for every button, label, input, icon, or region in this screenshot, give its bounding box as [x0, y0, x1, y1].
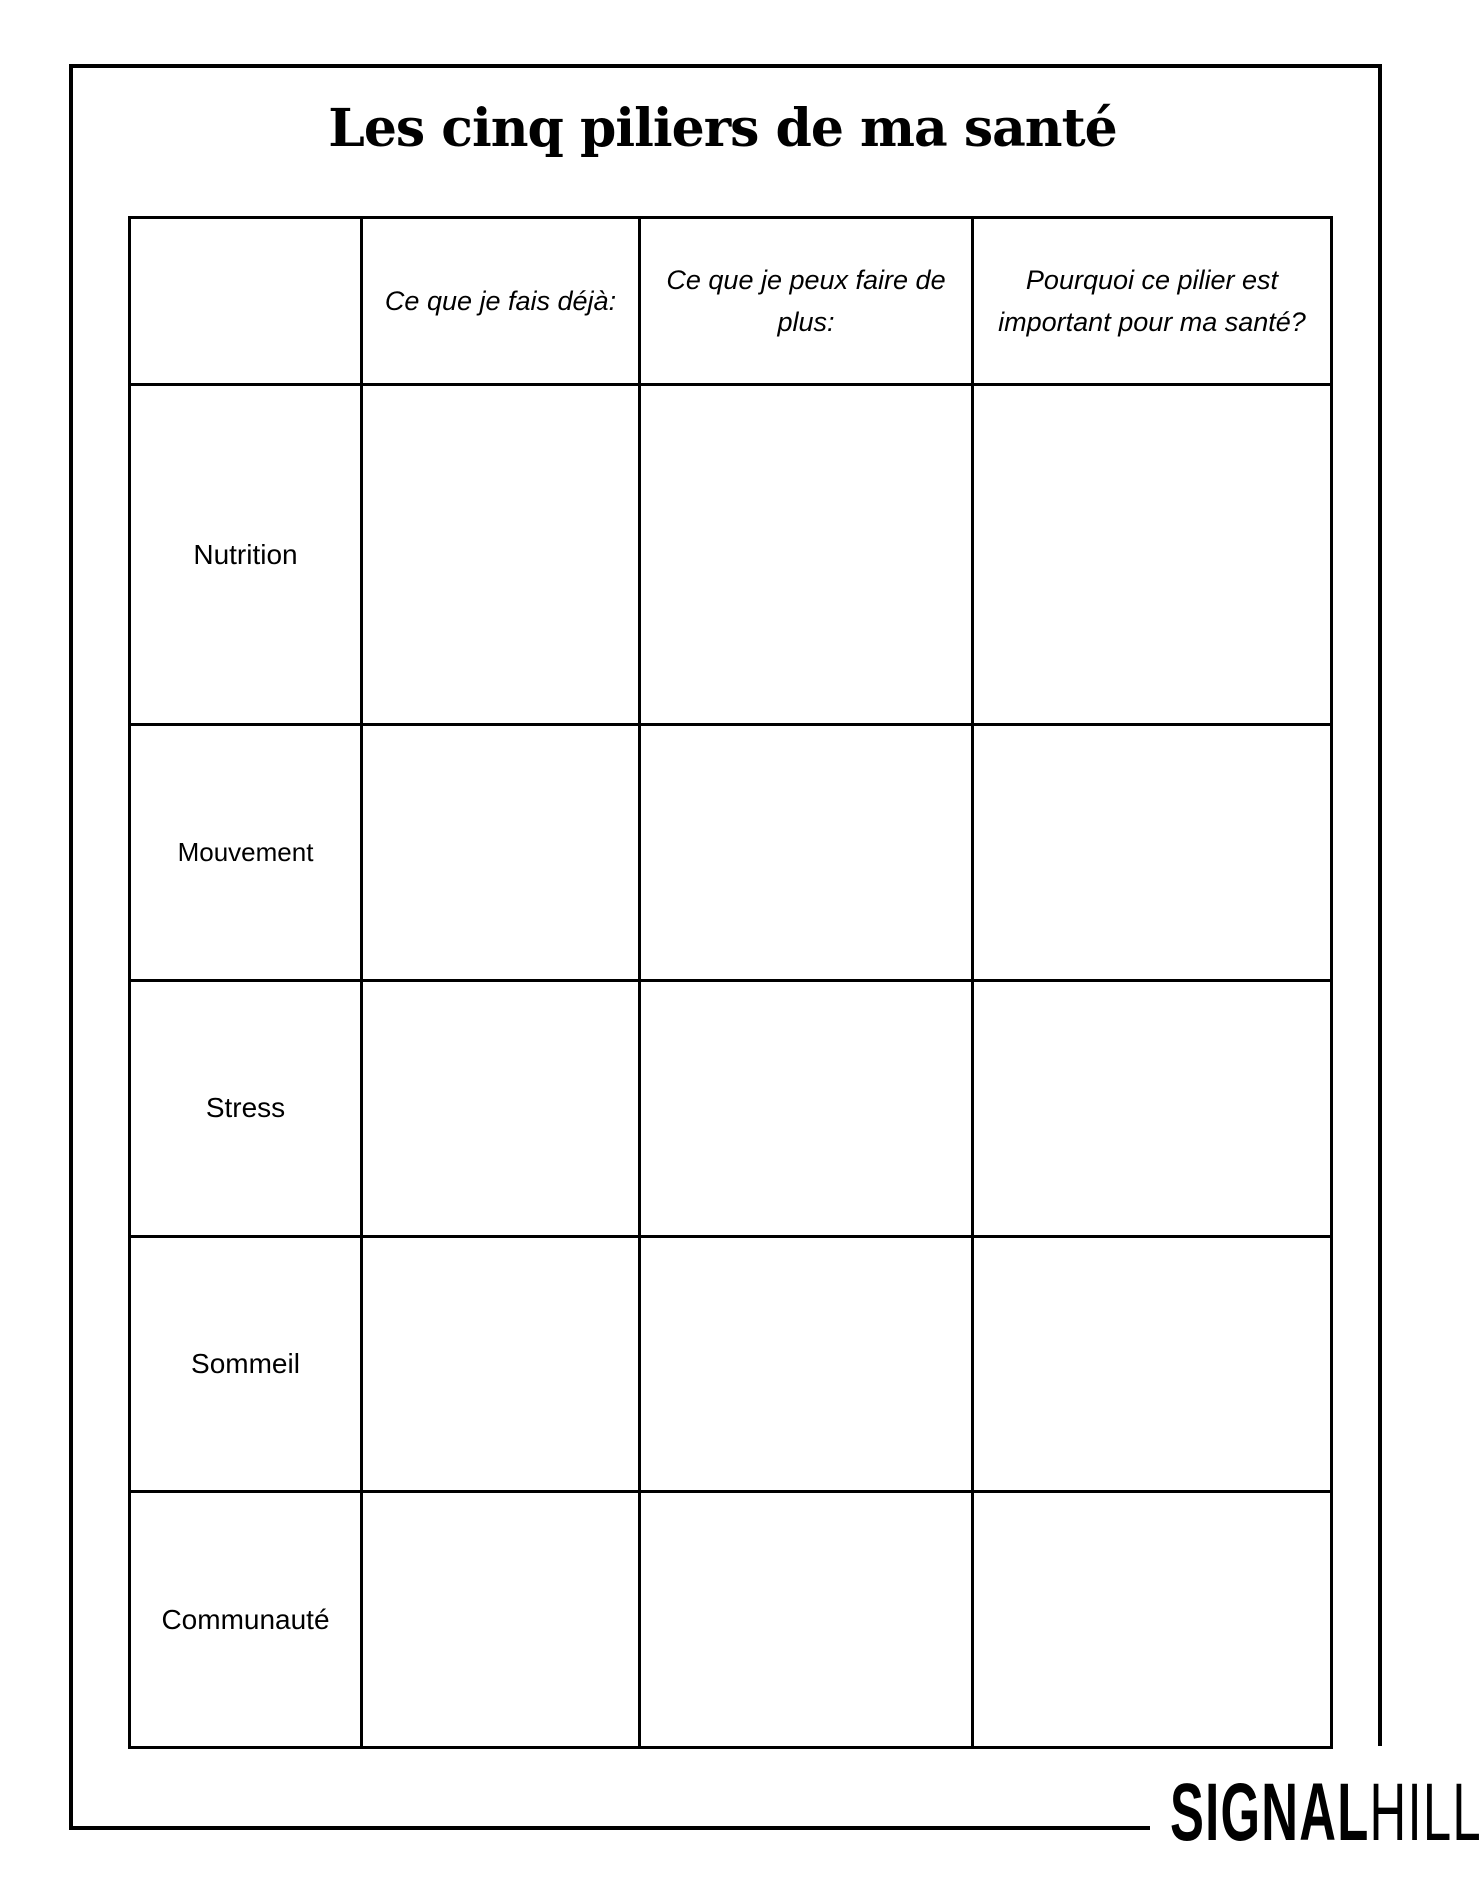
header-already-doing: Ce que je fais déjà:	[362, 218, 640, 385]
frame-border-bottom	[69, 1826, 1150, 1830]
cell-stress-more[interactable]	[640, 980, 973, 1236]
pillars-table	[128, 216, 1333, 1749]
cell-communaute-why[interactable]	[973, 1492, 1332, 1748]
row-label-sommeil: Sommeil	[130, 1236, 362, 1492]
header-row	[130, 218, 1332, 385]
row-label-communaute: Communauté	[130, 1492, 362, 1748]
header-can-do-more: Ce que je peux faire de plus:	[640, 218, 973, 385]
frame-border-left	[69, 64, 73, 1830]
row-label-stress: Stress	[130, 980, 362, 1236]
cell-sommeil-already[interactable]	[362, 1236, 640, 1492]
table-row-mouvement	[130, 725, 1332, 981]
header-why-important: Pourquoi ce pilier est important pour ma santé?	[973, 218, 1332, 385]
table-row-communaute	[130, 1492, 1332, 1748]
cell-sommeil-why[interactable]	[973, 1236, 1332, 1492]
row-label-mouvement: Mouvement	[130, 725, 362, 981]
frame-border-right	[1378, 64, 1382, 1746]
cell-nutrition-more[interactable]	[640, 385, 973, 725]
header-corner	[130, 218, 362, 385]
table-row-nutrition	[130, 385, 1332, 725]
cell-nutrition-why[interactable]	[973, 385, 1332, 725]
cell-communaute-more[interactable]	[640, 1492, 973, 1748]
cell-nutrition-already[interactable]	[362, 385, 640, 725]
logo-text-signal: SIGNAL	[1170, 1767, 1370, 1858]
cell-sommeil-more[interactable]	[640, 1236, 973, 1492]
cell-mouvement-more[interactable]	[640, 725, 973, 981]
table-row-stress	[130, 980, 1332, 1236]
cell-stress-why[interactable]	[973, 980, 1332, 1236]
signalhill-logo	[1170, 1767, 1482, 1858]
row-label-nutrition: Nutrition	[130, 385, 362, 725]
cell-mouvement-already[interactable]	[362, 725, 640, 981]
frame-border-top	[69, 64, 1382, 68]
table-row-sommeil	[130, 1236, 1332, 1492]
cell-mouvement-why[interactable]	[973, 725, 1332, 981]
cell-communaute-already[interactable]	[362, 1492, 640, 1748]
logo-text-hill: HILL	[1369, 1767, 1482, 1858]
page-title: Les cinq piliers de ma santé	[328, 98, 1117, 159]
cell-stress-already[interactable]	[362, 980, 640, 1236]
